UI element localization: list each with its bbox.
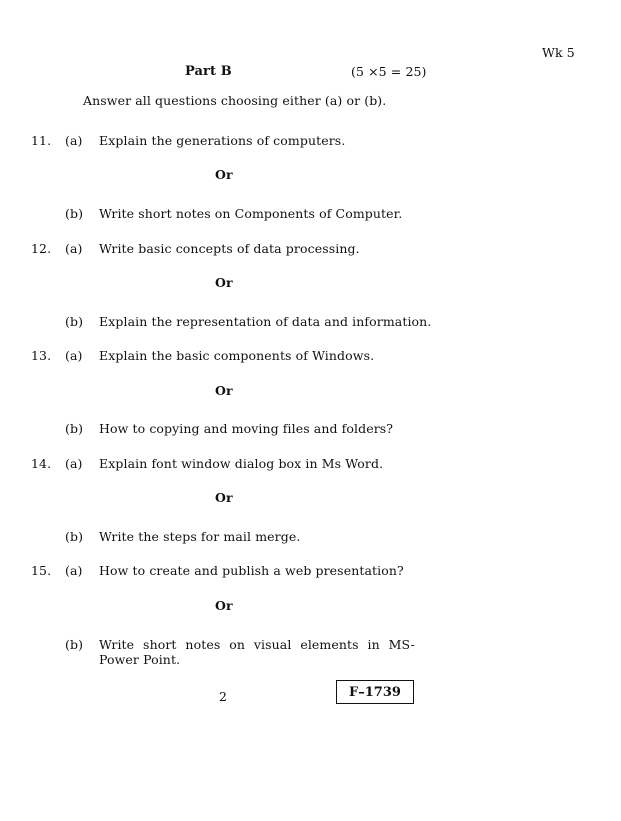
- page-number: 2: [219, 689, 228, 704]
- page-reference: Wk 5: [542, 45, 575, 60]
- question-number: 15.: [31, 563, 52, 578]
- option-label: (a): [65, 348, 83, 363]
- question-text: Write the steps for mail merge.: [99, 529, 301, 544]
- question-number: 12.: [31, 241, 52, 256]
- option-label: (b): [65, 421, 84, 436]
- option-label: (a): [65, 456, 83, 471]
- option-label: (a): [65, 241, 83, 256]
- or-separator: Or: [215, 383, 233, 398]
- question-text: Explain the representation of data and information.: [99, 314, 432, 329]
- option-label: (b): [65, 314, 84, 329]
- question-text: Write short notes on visual elements in MS-Power Point.: [99, 637, 415, 667]
- question-text: Explain the generations of computers.: [99, 133, 346, 148]
- option-label: (b): [65, 529, 84, 544]
- section-title: Part B: [185, 64, 232, 79]
- question-text: Write short notes on Components of Computer.: [99, 206, 403, 221]
- instruction-text: Answer all questions choosing either (a) or (b).: [83, 93, 387, 108]
- question-text: Explain the basic components of Windows.: [99, 348, 375, 363]
- or-separator: Or: [215, 167, 233, 182]
- question-number: 14.: [31, 456, 52, 471]
- or-separator: Or: [215, 598, 233, 613]
- question-text: How to create and publish a web presentation?: [99, 563, 404, 578]
- option-label: (b): [65, 637, 84, 652]
- or-separator: Or: [215, 490, 233, 505]
- or-separator: Or: [215, 275, 233, 290]
- question-text: Write basic concepts of data processing.: [99, 241, 360, 256]
- option-label: (a): [65, 563, 83, 578]
- option-label: (b): [65, 206, 84, 221]
- question-text: How to copying and moving files and folders?: [99, 421, 394, 436]
- marks-allocation: (5 ×5 = 25): [351, 64, 427, 79]
- option-label: (a): [65, 133, 83, 148]
- paper-code-box: F–1739: [336, 680, 414, 704]
- question-text: Explain font window dialog box in Ms Word.: [99, 456, 384, 471]
- question-number: 13.: [31, 348, 52, 363]
- question-number: 11.: [31, 133, 52, 148]
